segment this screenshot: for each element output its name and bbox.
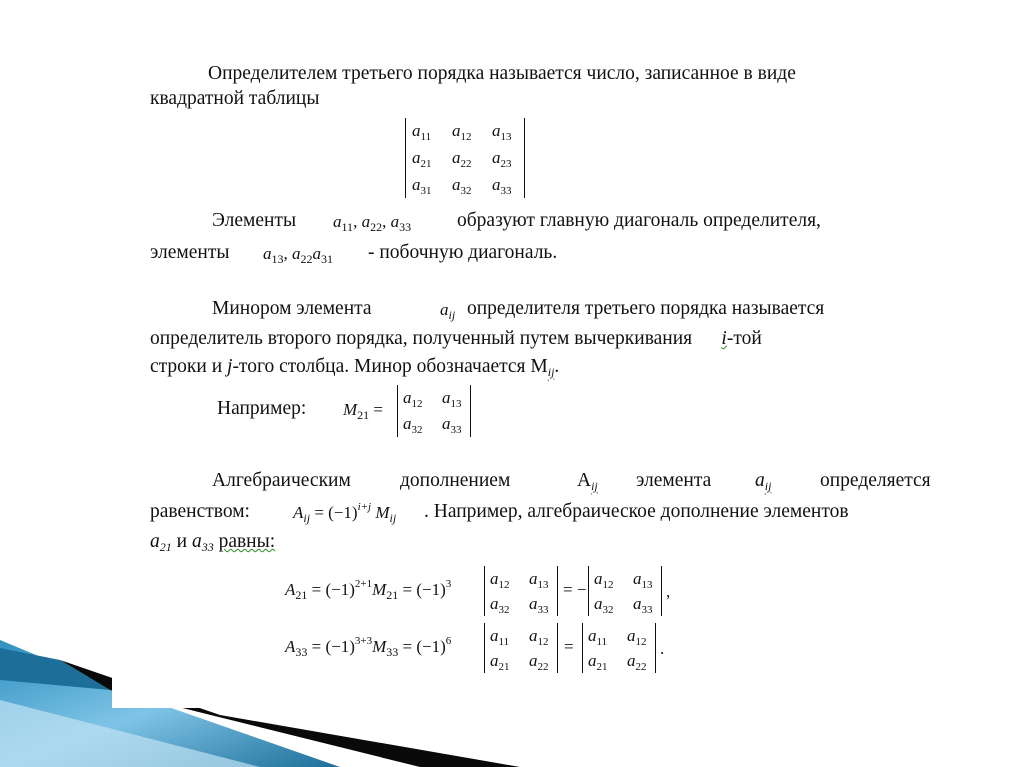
para1-line1: Определителем третьего порядка называется число, записанное в виде — [208, 63, 796, 84]
para4-Aij: $A_{ij}$ — [577, 470, 598, 493]
equation-A21-lhs: $A_{21} = (-1)^{2+1}M_{21} = (-1)^3$ — [285, 578, 452, 602]
equation-A21-mid: = − — [563, 580, 587, 599]
para4-word-algebraic: Алгебраическим — [212, 470, 351, 491]
det-cell-a33: $a_{33}$ — [442, 414, 462, 436]
para3-line1-rest: определителя третьего порядка называется — [467, 298, 825, 319]
equation-A33-det1 — [484, 623, 558, 673]
det-cell-a11: $a_{11}$ — [490, 626, 510, 648]
det-cell-a12: $a_{12}$ — [452, 121, 472, 143]
det-cell-a12: $a_{12}$ — [403, 388, 423, 410]
det-cell-a22: $a_{22}$ — [529, 651, 549, 673]
para3-line3: строки и j-того столбца. Минор обозначается $M_{ij}$. — [150, 356, 560, 379]
det-cell-a12: $a_{12}$ — [594, 569, 614, 591]
para4-line3: $a_{21}$ и $a_{33}$ равны: — [150, 531, 276, 554]
equation-A21-det1 — [484, 566, 558, 616]
equation-A21-det2 — [588, 566, 662, 616]
det-cell-a12: $a_{12}$ — [529, 626, 549, 648]
det-cell-a21: $a_{21}$ — [588, 651, 608, 673]
side-diagonal-formula: $a_{13}$, $a_{22}a_{31}$ — [263, 244, 333, 266]
equation-A21-end: , — [666, 582, 671, 601]
det-cell-a13: $a_{13}$ — [442, 388, 462, 410]
para2-line2-rest: - побочную диагональ. — [368, 242, 558, 263]
para3-line2: определитель второго порядка, полученный путем вычеркивания i-той — [150, 328, 762, 349]
para4-word-complement: дополнением — [400, 470, 511, 491]
equation-A33-det2 — [582, 623, 656, 673]
example-lhs: $M_{21}$ = — [343, 400, 384, 422]
equation-A33-end: . — [660, 639, 665, 658]
cofactor-definition-formula: $A_{ij} = (-1)^{i+j}$ $M_{ij}$ — [293, 501, 397, 525]
para4-line2-rest: . Например, алгебраическое дополнение элементов — [424, 501, 849, 522]
det-cell-a33: $a_{33}$ — [492, 175, 512, 197]
det-cell-a11: $a_{11}$ — [588, 626, 608, 648]
det-cell-a13: $a_{13}$ — [492, 121, 512, 143]
det-cell-a12: $a_{12}$ — [490, 569, 510, 591]
det-cell-a11: $a_{11}$ — [412, 121, 432, 143]
main-diagonal-formula: $a_{11}$, $a_{22}$, $a_{33}$ — [333, 212, 412, 234]
example-determinant-2x2 — [397, 385, 471, 437]
equation-A33-mid: = — [564, 637, 574, 656]
para4-word-defined: определяется — [820, 470, 931, 491]
minor-element-var: $a_{ij}$ — [440, 300, 456, 322]
det-cell-a31: $a_{31}$ — [412, 175, 432, 197]
det-cell-a32: $a_{32}$ — [403, 414, 423, 436]
para4-aij: $a_{ij}$ — [755, 470, 772, 493]
para3-line1-start: Минором элемента — [212, 298, 372, 319]
determinant-3x3 — [405, 118, 525, 198]
det-cell-a21: $a_{21}$ — [412, 148, 432, 170]
det-cell-a32: $a_{32}$ — [594, 594, 614, 616]
det-cell-a13: $a_{13}$ — [529, 569, 549, 591]
para2-word-elements: Элементы — [212, 210, 297, 231]
det-cell-a22: $a_{22}$ — [452, 148, 472, 170]
det-cell-a33: $a_{33}$ — [633, 594, 653, 616]
det-cell-a21: $a_{21}$ — [490, 651, 510, 673]
para4-word-equality: равенством: — [150, 501, 250, 522]
det-cell-a32: $a_{32}$ — [490, 594, 510, 616]
para2-line1-rest: образуют главную диагональ определителя, — [457, 210, 821, 231]
det-cell-a32: $a_{32}$ — [452, 175, 472, 197]
equation-A33-lhs: $A_{33} = (-1)^{3+3}M_{33} = (-1)^6$ — [285, 635, 452, 659]
para2-word-elements2: элементы — [150, 242, 230, 263]
det-cell-a33: $a_{33}$ — [529, 594, 549, 616]
det-cell-a23: $a_{23}$ — [492, 148, 512, 170]
det-cell-a13: $a_{13}$ — [633, 569, 653, 591]
para4-word-element: элемента — [636, 470, 712, 491]
example-label: Например: — [217, 398, 307, 419]
para1-line2: квадратной таблицы — [150, 88, 320, 109]
det-cell-a22: $a_{22}$ — [627, 651, 647, 673]
det-cell-a12: $a_{12}$ — [627, 626, 647, 648]
